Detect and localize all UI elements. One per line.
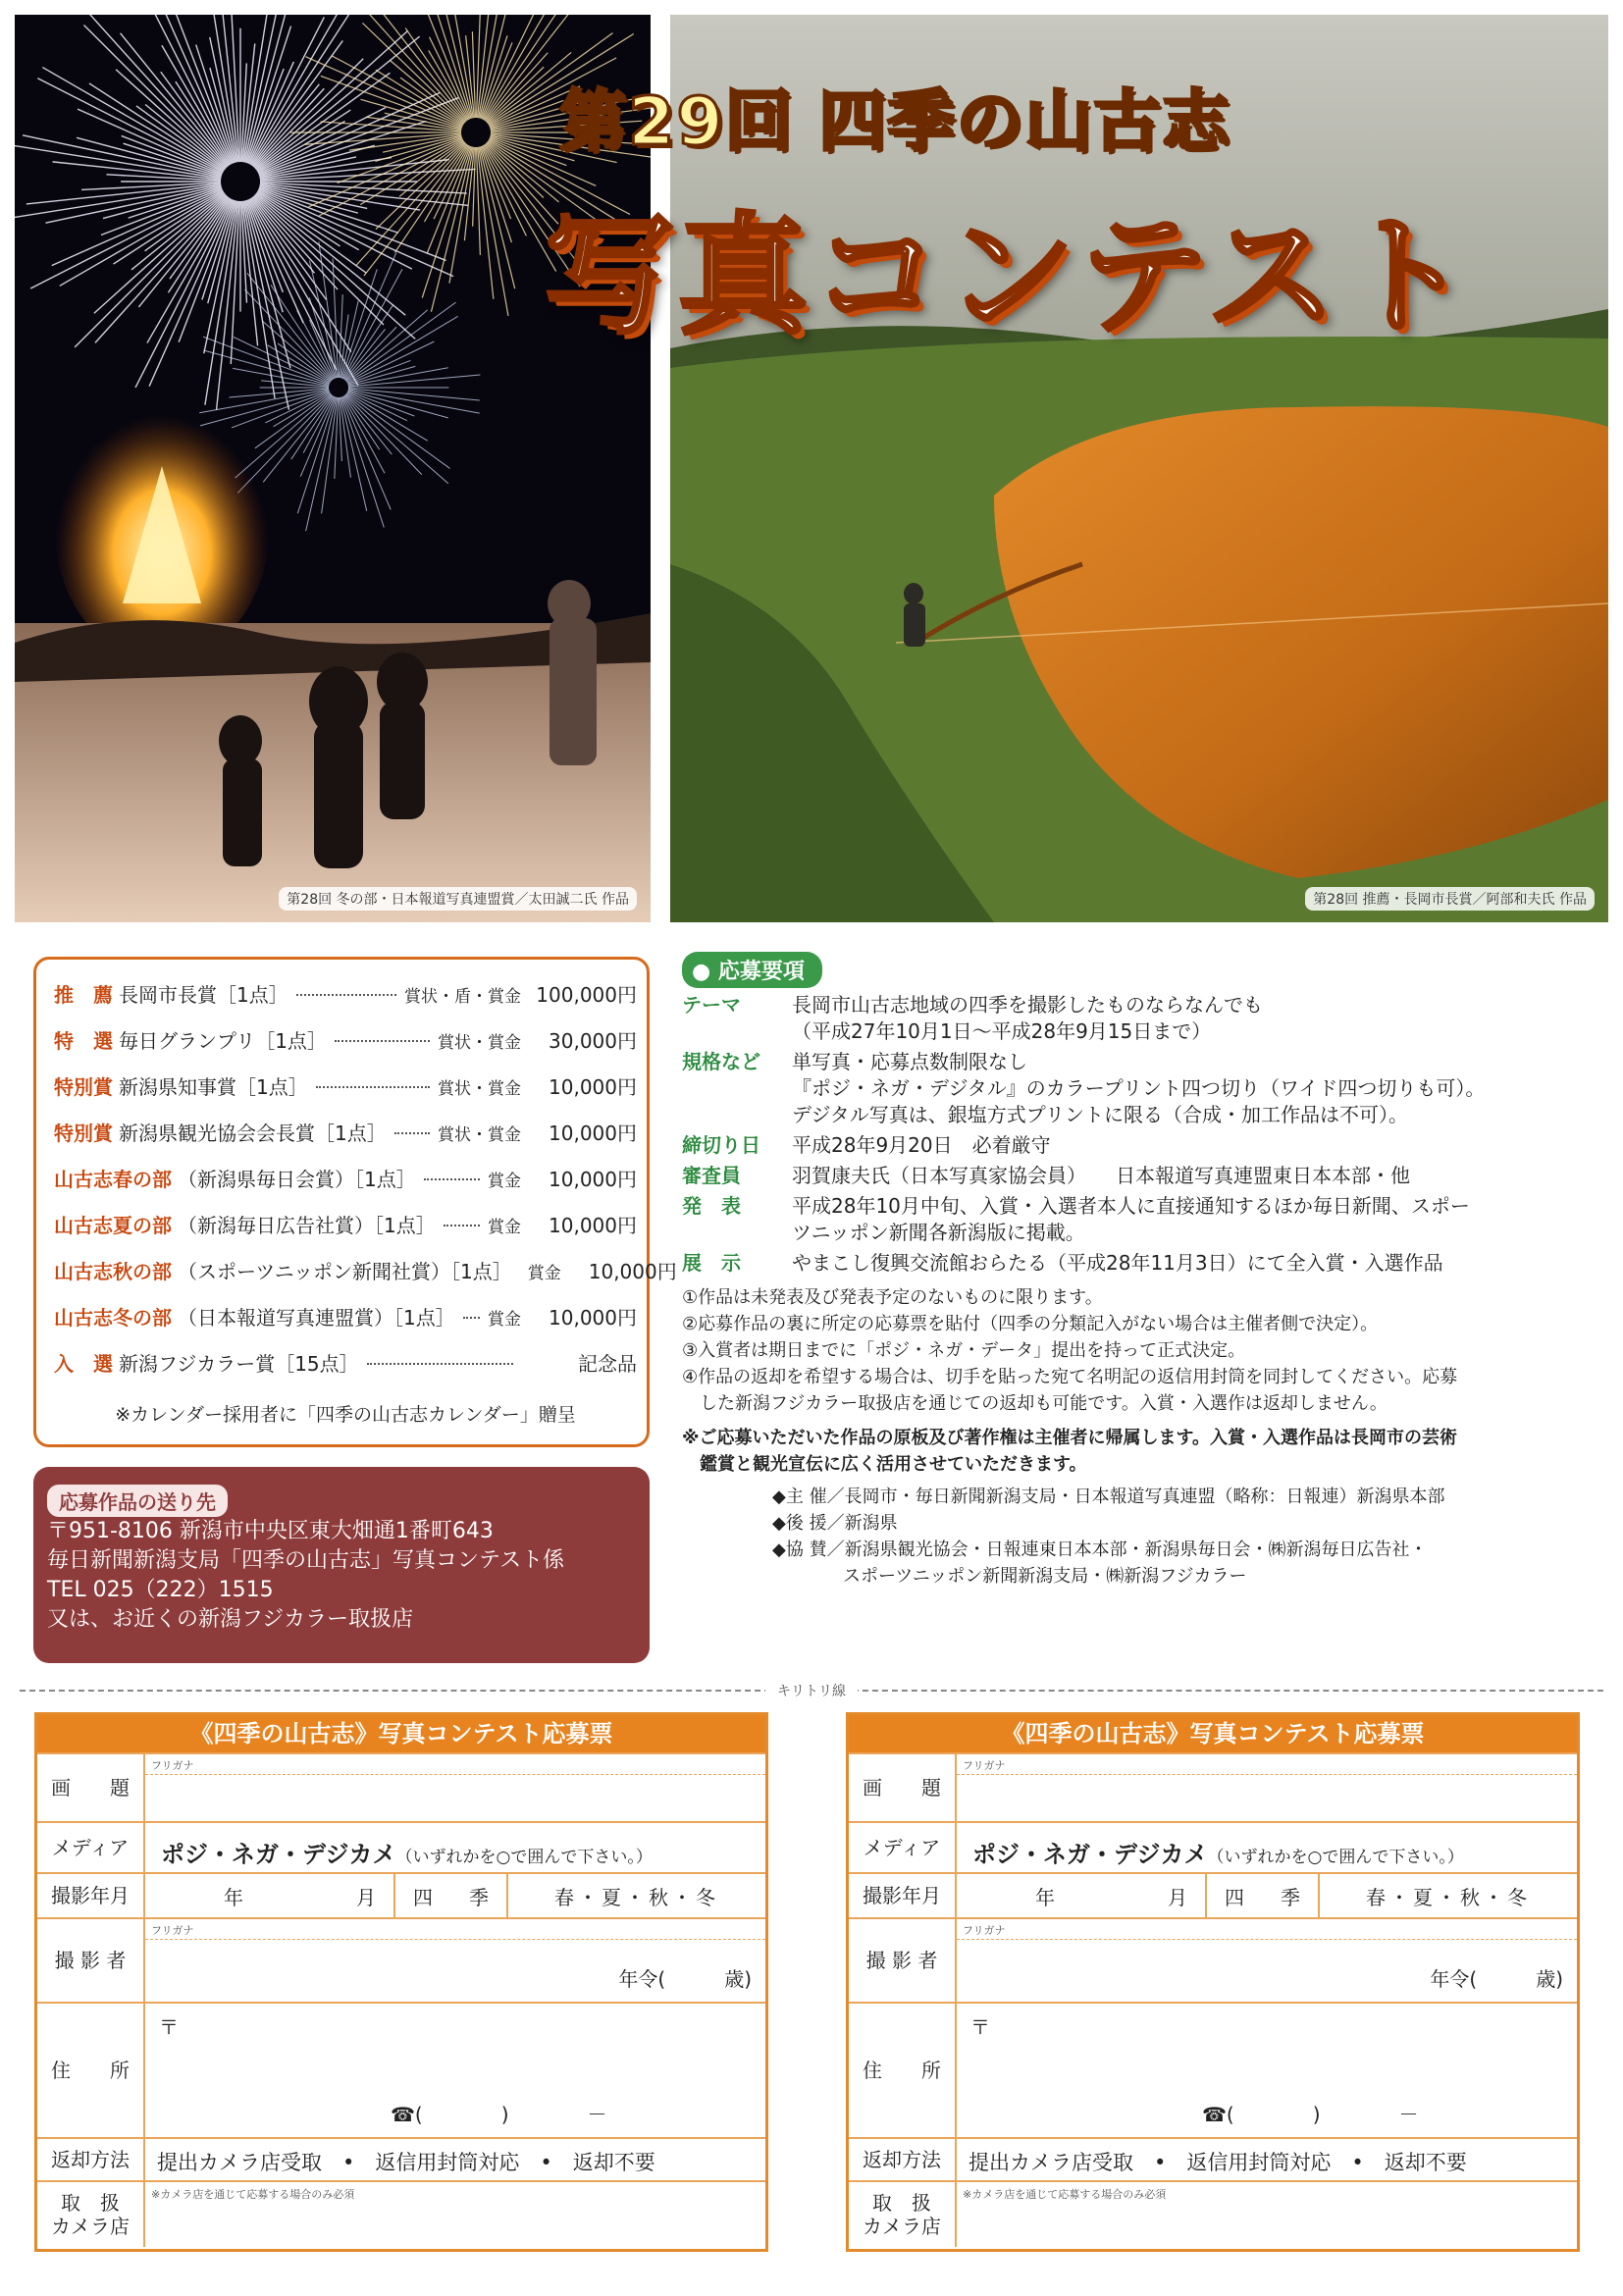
calendar-note: ※カレンダー採用者に「四季の山古志カレンダー」贈呈 [115, 1404, 576, 1426]
season-options[interactable]: 春・夏・秋・冬 [1366, 1885, 1531, 1909]
prize-reward: 賞金 [527, 1264, 561, 1283]
prize-amount: 10,000円 [549, 1306, 637, 1330]
entry-form-left [34, 1712, 768, 2252]
prize-category: 山古志夏の部 [54, 1214, 172, 1237]
form-row-title [849, 1752, 1577, 1821]
leader-dots [463, 1317, 480, 1319]
prize-row [54, 979, 637, 1025]
guideline-text: やまこし復興交流館おらたる（平成28年11月3日）にて全入賞・入選作品 [792, 1251, 1443, 1275]
form-row-address [37, 2002, 765, 2137]
furigana-divider [957, 1939, 1577, 1940]
season-label-b: 季 [469, 1885, 489, 1909]
furigana-label: フリガナ [151, 1924, 194, 1937]
left-photo-caption: 第28回 冬の部・日本報道写真連盟賞／太田誠二氏 作品 [279, 887, 637, 911]
note-line: ①作品は未発表及び発表予定のないものに限ります。 [682, 1287, 1103, 1308]
guideline-label: 規格など [682, 1050, 760, 1073]
prize-name: 新潟フジカラー賞［15点］ [119, 1352, 359, 1376]
address-field[interactable] [957, 2004, 1577, 2137]
form-row-return [37, 2137, 765, 2180]
age-field[interactable]: 年令( 歳) [618, 1967, 752, 1991]
send-address: 〒951-8106 新潟市中央区東大畑通1番町643 [47, 1519, 494, 1543]
prize-reward: 賞状・賞金 [438, 1033, 521, 1053]
furigana-label: フリガナ [963, 1924, 1006, 1937]
title-field[interactable] [145, 1754, 765, 1821]
prize-amount: 30,000円 [549, 1029, 637, 1053]
leader-dots [367, 1363, 513, 1365]
prize-list [33, 957, 677, 1447]
address-label: 住 所 [849, 2004, 957, 2137]
return-options[interactable]: 提出カメラ店受取 • 返信用封筒対応 • 返却不要 [157, 2151, 655, 2174]
prize-reward: 賞金 [488, 1172, 521, 1191]
prize-name: 毎日グランプリ［1点］ [119, 1029, 327, 1053]
furigana-divider [145, 1774, 765, 1775]
fireworks-photo [15, 15, 651, 922]
guideline-text: （平成27年10月1日〜平成28年9月15日まで） [792, 1019, 1212, 1043]
season-label-b: 季 [1281, 1885, 1300, 1909]
photographer-label: 撮 影 者 [849, 1919, 957, 2002]
prize-name: 新潟県知事賞［1点］ [119, 1075, 308, 1099]
prize-category: 特別賞 [54, 1075, 113, 1099]
phone-field[interactable]: ☎( ) － [1202, 2103, 1419, 2126]
month-unit: 月 [356, 1885, 376, 1909]
prize-category: 特 選 [54, 1029, 113, 1053]
title-label: 画 題 [849, 1754, 957, 1821]
guidelines-notes [682, 1284, 1595, 1417]
prize-category: 山古志秋の部 [54, 1260, 172, 1283]
media-label: メディア [849, 1823, 957, 1872]
leader-dots [444, 1225, 480, 1226]
prize-name: 長岡市長賞［1点］ [119, 983, 288, 1007]
contest-main-title: 写真コンテスト [545, 201, 1474, 352]
season-label-a: 四 [1225, 1885, 1244, 1909]
prize-row [54, 1348, 637, 1394]
photographer-field[interactable] [957, 1919, 1577, 2002]
guideline-row [682, 1163, 1595, 1189]
media-label: メディア [37, 1823, 145, 1872]
prize-category: 推 薦 [54, 983, 113, 1007]
phone-field[interactable]: ☎( ) － [391, 2103, 607, 2126]
leader-dots [424, 1178, 480, 1180]
return-method-field[interactable] [145, 2139, 765, 2180]
address-field[interactable] [145, 2004, 765, 2137]
entry-guidelines [682, 952, 1595, 1590]
prize-reward: 賞状・盾・賞金 [404, 987, 521, 1007]
leader-dots [394, 1132, 430, 1134]
prize-amount: 記念品 [578, 1352, 637, 1376]
season-options[interactable]: 春・夏・秋・冬 [554, 1885, 719, 1909]
furigana-divider [957, 1774, 1577, 1775]
prize-amount: 10,000円 [549, 1122, 637, 1145]
guideline-text: 長岡市山古志地域の四季を撮影したものならなんでも [792, 993, 1263, 1017]
media-field[interactable] [957, 1823, 1577, 1872]
title-label: 画 題 [37, 1754, 145, 1821]
year-unit: 年 [1035, 1885, 1055, 1909]
right-photo-caption: 第28回 推薦・長岡市長賞／阿部和夫氏 作品 [1305, 887, 1595, 911]
prize-amount: 10,000円 [549, 1214, 637, 1237]
form-row-date [849, 1872, 1577, 1917]
guideline-row [682, 1193, 1595, 1246]
prize-row [54, 1256, 677, 1302]
shooting-date-label: 撮影年月 [849, 1874, 957, 1917]
form-row-address [849, 2002, 1577, 2137]
camera-shop-label: 取 扱 カメラ店 [37, 2182, 145, 2247]
prize-reward: 賞金 [488, 1310, 521, 1330]
entry-form-right [846, 1712, 1580, 2252]
send-recipient: 毎日新聞新潟支局「四季の山古志」写真コンテスト係 [47, 1548, 565, 1573]
prize-category: 特別賞 [54, 1122, 113, 1145]
note-line: ③入賞者は期日までに「ポジ・ネガ・データ」提出を持って正式決定。 [682, 1340, 1246, 1361]
shooting-date-field[interactable] [145, 1874, 765, 1917]
organizer-line: ◆協 賛／新潟県観光協会・日報連東日本本部・新潟県毎日会・㈱新潟毎日広告社・ [772, 1539, 1428, 1560]
guideline-label: 発 表 [682, 1194, 741, 1218]
media-field[interactable] [145, 1823, 765, 1872]
postal-mark: 〒 [159, 2015, 179, 2039]
title-field[interactable] [957, 1754, 1577, 1821]
send-phone: TEL 025（222）1515 [47, 1578, 274, 1602]
prize-reward: 賞状・賞金 [438, 1079, 521, 1099]
hero-section [15, 15, 1608, 922]
address-label: 住 所 [37, 2004, 145, 2137]
guideline-row [682, 1250, 1595, 1277]
form-row-photographer [37, 1917, 765, 2002]
guideline-text: 単写真・応募点数制限なし [792, 1050, 1027, 1073]
organizers-list [772, 1484, 1595, 1590]
send-alternative: 又は、お近くの新潟フジカラー取扱店 [47, 1607, 414, 1632]
photographer-field[interactable] [145, 1919, 765, 2002]
furigana-label: フリガナ [151, 1759, 194, 1772]
note-line: ②応募作品の裏に所定の応募票を貼付（四季の分類記入がない場合は主催者側で決定）。 [682, 1314, 1379, 1334]
leader-dots [335, 1040, 430, 1042]
prize-row [54, 1071, 637, 1118]
form-row-media [849, 1821, 1577, 1872]
send-to-box [33, 1467, 650, 1663]
media-options[interactable]: ポジ・ネガ・デジカメ [161, 1841, 396, 1868]
note-line: した新潟フジカラー取扱店を通じての返却も可能です。入賞・入選作は返却しません。 [682, 1393, 1387, 1414]
circle-bullet-icon: ● [692, 960, 711, 984]
fireworks-illustration [15, 15, 651, 922]
camera-shop-label: 取 扱 カメラ店 [849, 2182, 957, 2247]
organizer-line: スポーツニッポン新聞新潟支局・㈱新潟フジカラー [772, 1566, 1247, 1587]
furigana-label: フリガナ [963, 1759, 1006, 1772]
send-to-label: 応募作品の送り先 [47, 1485, 228, 1517]
guideline-row [682, 1049, 1595, 1128]
prize-row [54, 1302, 637, 1348]
prize-name: （スポーツニッポン新聞社賞）［1点］ [178, 1260, 512, 1283]
return-method-field[interactable] [957, 2139, 1577, 2180]
season-label-a: 四 [413, 1885, 433, 1909]
guideline-text: 平成28年9月20日 必着厳守 [792, 1133, 1051, 1157]
prize-name: （新潟県毎日会賞）［1点］ [178, 1168, 416, 1191]
camera-shop-field[interactable] [145, 2182, 765, 2247]
media-options[interactable]: ポジ・ネガ・デジカメ [972, 1841, 1208, 1868]
prize-row [54, 1118, 637, 1164]
guideline-text: デジタル写真は、銀塩方式プリントに限る（合成・加工作品は不可）。 [792, 1103, 1408, 1126]
return-method-label: 返却方法 [849, 2139, 957, 2180]
right-line: ※ご応募いただいた作品の原板及び著作権は主催者に帰属します。入賞・入選作品は長岡市の芸術 [682, 1428, 1458, 1448]
shooting-date-label: 撮影年月 [37, 1874, 145, 1917]
prize-row [54, 1025, 637, 1071]
note-line: ④作品の返却を希望する場合は、切手を貼った宛て名明記の返信用封筒を同封してください。応募 [682, 1367, 1458, 1387]
entry-form-title: 《四季の山古志》写真コンテスト応募票 [37, 1715, 765, 1752]
camera-shop-note: ※カメラ店を通じて応募する場合のみ必須 [151, 2188, 355, 2201]
guideline-text: 羽賀康夫氏（日本写真家協会員） 日本報道写真連盟東日本本部・他 [792, 1164, 1410, 1187]
return-options[interactable]: 提出カメラ店受取 • 返信用封筒対応 • 返却不要 [969, 2151, 1467, 2174]
guideline-label: 展 示 [682, 1251, 741, 1275]
form-row-photographer [849, 1917, 1577, 2002]
prize-category: 山古志春の部 [54, 1168, 172, 1191]
year-unit: 年 [224, 1885, 243, 1909]
organizer-line: ◆後 援／新潟県 [772, 1513, 898, 1534]
leader-dots [296, 994, 396, 996]
furigana-divider [145, 1939, 765, 1940]
camera-shop-field[interactable] [957, 2182, 1577, 2247]
guideline-text: 『ポジ・ネガ・デジタル』のカラープリント四つ切り（ワイド四つ切りも可）。 [792, 1076, 1486, 1100]
entry-form-title: 《四季の山古志》写真コンテスト応募票 [849, 1715, 1577, 1752]
cut-line-label: キリトリ線 [765, 1681, 858, 1700]
photographer-label: 撮 影 者 [37, 1919, 145, 2002]
media-instruction: （いずれかを○で囲んで下さい。） [1207, 1848, 1464, 1867]
prize-amount: 10,000円 [549, 1075, 637, 1099]
age-field[interactable]: 年令( 歳) [1430, 1967, 1563, 1991]
guideline-label: 締切り日 [682, 1133, 760, 1157]
form-row-return [849, 2137, 1577, 2180]
organizer-line: ◆主 催／長岡市・毎日新聞新潟支局・日本報道写真連盟（略称：日報連）新潟県本部 [772, 1487, 1445, 1507]
form-row-camera-shop [37, 2180, 765, 2247]
camera-shop-note: ※カメラ店を通じて応募する場合のみ必須 [963, 2188, 1167, 2201]
guideline-row [682, 1132, 1595, 1159]
prize-row [54, 1164, 637, 1210]
form-row-title [37, 1752, 765, 1821]
prize-reward: 賞状・賞金 [438, 1125, 521, 1145]
copyright-notice [682, 1425, 1595, 1478]
postal-mark: 〒 [970, 2015, 990, 2039]
form-row-media [37, 1821, 765, 1872]
month-unit: 月 [1168, 1885, 1187, 1909]
media-instruction: （いずれかを○で囲んで下さい。） [395, 1848, 653, 1867]
prize-reward: 賞金 [488, 1218, 521, 1237]
prize-row [54, 1210, 637, 1256]
prize-name: （日本報道写真連盟賞）［1点］ [178, 1306, 455, 1330]
cut-line [20, 1681, 1603, 1700]
form-row-camera-shop [849, 2180, 1577, 2247]
return-method-label: 返却方法 [37, 2139, 145, 2180]
guideline-row [682, 992, 1595, 1045]
prize-name: 新潟県観光協会会長賞［1点］ [119, 1122, 387, 1145]
prize-amount: 10,000円 [588, 1260, 677, 1283]
right-line: 鑑賞と観光宣伝に広く活用させていただきます。 [682, 1454, 1087, 1475]
shooting-date-field[interactable] [957, 1874, 1577, 1917]
guideline-label: テーマ [682, 993, 741, 1017]
guideline-label: 審査員 [682, 1164, 741, 1187]
guideline-text: 平成28年10月中旬、入賞・入選者本人に直接通知するほか毎日新聞、スポー [792, 1194, 1470, 1218]
leader-dots [316, 1086, 430, 1088]
guideline-text: ツニッポン新聞各新潟版に掲載。 [792, 1221, 1085, 1244]
contest-edition-title: 第29回 四季の山古志 [559, 83, 1231, 161]
prize-amount: 100,000円 [536, 983, 637, 1007]
prize-amount: 10,000円 [549, 1168, 637, 1191]
prize-category: 入 選 [54, 1352, 113, 1376]
form-row-date [37, 1872, 765, 1917]
guidelines-heading: ● 応募要項 [682, 952, 822, 988]
prize-category: 山古志冬の部 [54, 1306, 172, 1330]
prize-name: （新潟毎日広告社賞）［1点］ [178, 1214, 436, 1237]
